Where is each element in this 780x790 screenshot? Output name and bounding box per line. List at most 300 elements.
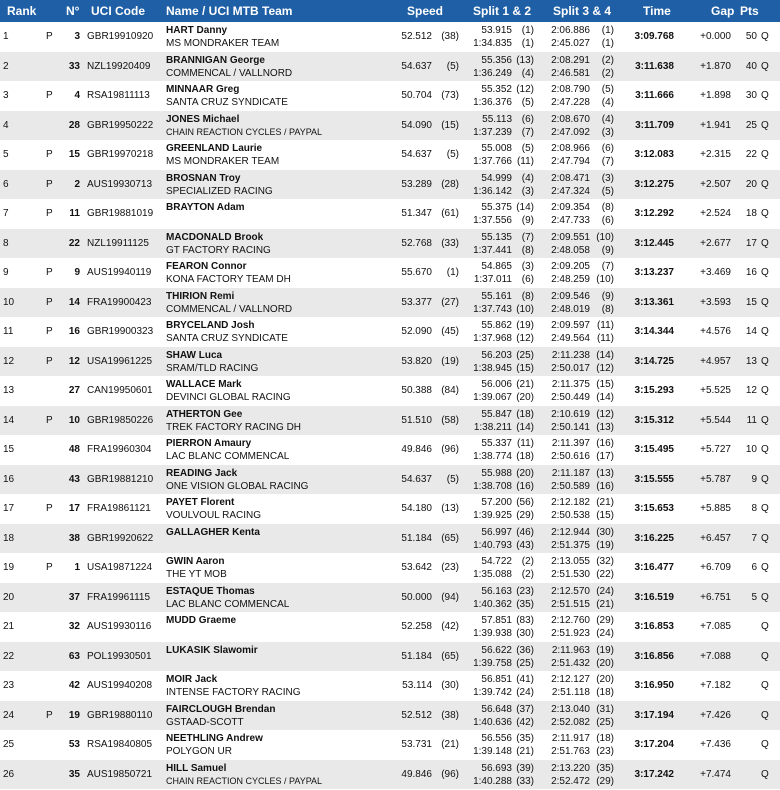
split3-time: 2:12.944 (551, 526, 590, 538)
points-value: 9 (751, 473, 757, 485)
rank-cell: 14 (3, 414, 15, 426)
split2-time: 1:36.376 (473, 97, 512, 108)
uci-code: AUS19930713 (87, 178, 153, 190)
split1-rank: (25) (516, 349, 534, 361)
split4-time: 2:47.092 (551, 126, 590, 138)
split2-rank: (42) (516, 716, 534, 728)
split2-time: 1:39.067 (473, 392, 512, 403)
speed-rank: (84) (441, 385, 459, 396)
rider-name: ATHERTON Gee (166, 408, 243, 420)
split4-rank: (20) (596, 657, 614, 669)
gap-value: +0.000 (700, 31, 731, 42)
split2-time: 1:36.142 (473, 185, 512, 197)
finish-time: 3:17.204 (634, 739, 674, 750)
pole-cell: P (46, 149, 53, 160)
rank-cell: 3 (3, 90, 9, 101)
split1-rank: (13) (516, 54, 534, 66)
points-value: 12 (745, 385, 757, 396)
bib-number: 15 (68, 149, 80, 160)
split1-time: 55.352 (481, 84, 512, 95)
uci-code: USA19871224 (87, 562, 153, 573)
split4-rank: (1) (601, 38, 614, 49)
table-row (0, 524, 780, 554)
split1-time: 57.200 (481, 497, 512, 508)
rank-cell: 11 (3, 326, 14, 337)
pole-cell: P (46, 414, 53, 426)
team-name: POLYGON UR (166, 746, 232, 757)
split4-rank: (2) (601, 67, 614, 79)
table-row (0, 760, 780, 790)
split4-time: 2:51.432 (551, 657, 590, 669)
table-row (0, 553, 780, 583)
qualified-mark: Q (761, 473, 769, 485)
points-value: 50 (745, 31, 757, 42)
split4-rank: (18) (596, 687, 614, 698)
gap-value: +1.898 (700, 90, 731, 101)
split2-time: 1:39.758 (473, 657, 512, 669)
split1-time: 56.203 (481, 349, 512, 361)
gap-value: +2.524 (700, 208, 731, 219)
qualified-mark: Q (761, 385, 769, 396)
rider-name: MACDONALD Brook (166, 231, 264, 243)
split4-rank: (9) (601, 244, 614, 256)
split1-time: 56.556 (481, 733, 512, 744)
split2-time: 1:40.793 (473, 539, 512, 551)
split1-time: 56.851 (481, 674, 512, 685)
split3-time: 2:06.886 (551, 25, 590, 36)
team-name: COMMENCAL / VALLNORD (166, 303, 293, 315)
team-name: DEVINCI GLOBAL RACING (166, 392, 291, 403)
split2-rank: (43) (516, 539, 534, 551)
finish-time: 3:16.519 (634, 591, 674, 603)
split3-rank: (2) (601, 54, 614, 66)
gap-value: +7.182 (700, 680, 731, 691)
finish-time: 3:17.242 (634, 768, 674, 780)
split3-rank: (32) (596, 556, 614, 567)
split4-time: 2:50.589 (551, 480, 590, 492)
team-name: INTENSE FACTORY RACING (166, 687, 301, 698)
gap-value: +7.088 (700, 650, 731, 662)
table-row (0, 199, 780, 229)
table-row (0, 435, 780, 465)
split4-rank: (7) (601, 156, 614, 167)
rider-name: MINNAAR Greg (166, 84, 240, 95)
speed-value: 52.512 (401, 709, 432, 721)
speed-value: 51.184 (401, 650, 432, 662)
split3-time: 2:11.375 (551, 379, 590, 390)
split4-rank: (23) (596, 746, 614, 757)
finish-time: 3:15.312 (634, 414, 674, 426)
split3-time: 2:12.182 (551, 497, 590, 508)
split2-time: 1:39.925 (473, 510, 512, 521)
split3-time: 2:10.619 (551, 408, 590, 420)
rider-name: SHAW Luca (166, 349, 223, 361)
split3-time: 2:13.220 (551, 762, 590, 774)
bib-number: 19 (68, 709, 80, 721)
header-split12: Split 1 & 2 (473, 4, 532, 18)
split3-rank: (18) (596, 733, 614, 744)
split3-rank: (10) (596, 231, 614, 243)
split4-time: 2:45.027 (551, 38, 590, 49)
qualified-mark: Q (761, 208, 769, 219)
bib-number: 14 (68, 296, 80, 308)
split4-time: 2:50.141 (551, 421, 590, 433)
rank-cell: 6 (3, 178, 9, 190)
split4-time: 2:52.472 (551, 775, 590, 787)
split1-time: 55.337 (481, 438, 512, 449)
split4-rank: (6) (601, 215, 614, 226)
rider-name: ESTAQUE Thomas (166, 585, 255, 597)
points-value: 22 (745, 149, 757, 160)
uci-code: GBR19970218 (87, 149, 154, 160)
uci-code: AUS19940208 (87, 680, 153, 691)
split4-time: 2:48.259 (551, 274, 590, 285)
split4-time: 2:51.515 (551, 598, 590, 610)
uci-code: FRA19900423 (87, 296, 152, 308)
split4-time: 2:47.228 (551, 97, 590, 108)
split1-time: 57.851 (481, 615, 512, 626)
pole-cell: P (46, 562, 53, 573)
uci-code: AUS19850721 (87, 768, 153, 780)
bib-number: 35 (68, 768, 80, 780)
gap-value: +4.957 (700, 355, 731, 367)
points-value: 13 (745, 355, 757, 367)
split3-time: 2:12.760 (551, 615, 590, 626)
qualified-mark: Q (761, 149, 769, 160)
split1-time: 55.161 (481, 290, 512, 302)
header-pts: Pts (740, 4, 759, 18)
team-name: CHAIN REACTION CYCLES / PAYPAL (166, 775, 323, 786)
split3-rank: (13) (596, 467, 614, 479)
split1-time: 56.163 (481, 585, 512, 597)
split3-rank: (19) (596, 644, 614, 656)
split1-time: 56.006 (481, 379, 512, 390)
split2-rank: (18) (516, 451, 534, 462)
points-value: 6 (751, 562, 757, 573)
rank-cell: 18 (3, 532, 15, 544)
split2-rank: (30) (516, 628, 534, 639)
split4-rank: (10) (596, 274, 614, 285)
qualified-mark: Q (761, 31, 769, 42)
split2-rank: (24) (516, 687, 534, 698)
uci-code: USA19961225 (87, 355, 153, 367)
rider-name: HART Danny (166, 25, 228, 36)
qualified-mark: Q (761, 768, 769, 780)
split1-rank: (7) (521, 231, 534, 243)
split2-rank: (3) (521, 185, 534, 197)
qualified-mark: Q (761, 709, 769, 721)
split1-time: 55.847 (481, 408, 512, 420)
split2-rank: (1) (521, 38, 534, 49)
speed-rank: (45) (441, 326, 459, 337)
team-name: MS MONDRAKER TEAM (166, 156, 280, 167)
split1-rank: (39) (516, 762, 534, 774)
split3-time: 2:08.670 (551, 113, 590, 125)
split1-time: 55.375 (481, 202, 512, 213)
split3-time: 2:13.040 (551, 703, 590, 715)
points-value: 5 (751, 591, 757, 603)
rank-cell: 24 (3, 709, 15, 721)
points-value: 30 (745, 90, 757, 101)
bib-number: 2 (74, 178, 80, 190)
split1-time: 56.648 (481, 703, 512, 715)
rank-cell: 12 (3, 355, 15, 367)
bib-number: 42 (68, 680, 80, 691)
finish-time: 3:11.638 (635, 60, 674, 72)
split3-rank: (3) (601, 172, 614, 184)
rider-name: MUDD Graeme (166, 615, 237, 626)
qualified-mark: Q (761, 119, 769, 131)
finish-time: 3:17.194 (634, 709, 674, 721)
rank-cell: 9 (3, 267, 9, 278)
split1-rank: (14) (516, 202, 534, 213)
split2-time: 1:37.556 (473, 215, 512, 226)
speed-rank: (38) (441, 31, 459, 42)
split2-time: 1:34.835 (473, 38, 512, 49)
header-time: Time (643, 4, 671, 18)
gap-value: +2.507 (700, 178, 731, 190)
split1-rank: (37) (516, 703, 534, 715)
speed-rank: (38) (441, 709, 459, 721)
speed-value: 52.258 (401, 621, 432, 632)
split4-time: 2:50.538 (551, 510, 590, 521)
gap-value: +7.426 (700, 709, 731, 721)
rank-cell: 2 (3, 60, 9, 72)
points-value: 25 (745, 119, 757, 131)
rider-name: GALLAGHER Kenta (166, 526, 260, 538)
gap-value: +7.085 (700, 621, 731, 632)
speed-value: 51.347 (401, 208, 432, 219)
qualified-mark: Q (761, 178, 769, 190)
finish-time: 3:15.293 (634, 385, 674, 396)
speed-rank: (19) (441, 355, 459, 367)
split1-rank: (5) (521, 143, 534, 154)
split4-time: 2:51.923 (551, 628, 590, 639)
split2-rank: (35) (516, 598, 534, 610)
team-name: VOULVOUL RACING (166, 510, 262, 521)
split2-rank: (2) (521, 569, 534, 580)
split4-rank: (8) (601, 303, 614, 315)
split3-rank: (20) (596, 674, 614, 685)
rider-name: FAIRCLOUGH Brendan (166, 703, 276, 715)
split3-time: 2:09.354 (551, 202, 590, 213)
split1-rank: (18) (516, 408, 534, 420)
split3-rank: (4) (601, 113, 614, 125)
bib-number: 11 (69, 208, 80, 219)
split3-time: 2:11.238 (551, 349, 590, 361)
split1-time: 55.356 (481, 54, 512, 66)
bib-number: 43 (68, 473, 80, 485)
rank-cell: 26 (3, 768, 15, 780)
finish-time: 3:14.725 (634, 355, 674, 367)
rank-cell: 25 (3, 739, 15, 750)
rank-cell: 4 (3, 119, 9, 131)
split1-rank: (2) (521, 556, 534, 567)
speed-value: 53.377 (401, 296, 432, 308)
split2-time: 1:37.968 (473, 333, 512, 344)
split4-rank: (11) (596, 333, 614, 344)
gap-value: +1.941 (700, 119, 731, 131)
bib-number: 12 (68, 355, 80, 367)
split4-time: 2:51.375 (551, 539, 590, 551)
finish-time: 3:15.653 (634, 503, 674, 514)
split4-rank: (14) (596, 392, 614, 403)
table-row (0, 612, 780, 642)
bib-number: 38 (68, 532, 80, 544)
qualified-mark: Q (761, 503, 769, 514)
team-name: MS MONDRAKER TEAM (166, 38, 280, 49)
split4-rank: (5) (601, 185, 614, 197)
split2-rank: (15) (516, 362, 534, 374)
points-value: 16 (745, 267, 757, 278)
rank-cell: 10 (3, 296, 15, 308)
speed-rank: (1) (446, 267, 459, 278)
speed-value: 51.184 (401, 532, 432, 544)
split1-rank: (56) (516, 497, 534, 508)
points-value: 17 (745, 237, 757, 249)
table-row (0, 376, 780, 406)
split1-time: 55.135 (481, 231, 512, 243)
finish-time: 3:11.709 (635, 119, 674, 131)
bib-number: 1 (74, 562, 80, 573)
split2-time: 1:39.938 (473, 628, 512, 639)
qualified-mark: Q (761, 591, 769, 603)
table-row (0, 22, 780, 52)
rank-cell: 16 (3, 473, 15, 485)
speed-rank: (94) (441, 591, 459, 603)
split2-rank: (7) (521, 126, 534, 138)
split3-rank: (6) (601, 143, 614, 154)
speed-value: 52.090 (401, 326, 432, 337)
split2-rank: (29) (516, 510, 534, 521)
split2-time: 1:39.148 (473, 746, 512, 757)
split3-time: 2:12.127 (551, 674, 590, 685)
uci-code: FRA19861121 (87, 503, 151, 514)
split4-rank: (22) (596, 569, 614, 580)
bib-number: 10 (68, 414, 80, 426)
uci-code: GBR19881019 (87, 208, 154, 219)
gap-value: +7.436 (700, 739, 731, 750)
split2-time: 1:40.288 (473, 775, 512, 787)
rider-name: JONES Michael (166, 113, 240, 125)
qualified-mark: Q (761, 532, 769, 544)
results-table (0, 22, 780, 789)
split3-rank: (15) (596, 379, 614, 390)
split2-time: 1:38.708 (473, 480, 512, 492)
rider-name: MOIR Jack (166, 674, 218, 685)
points-value: 18 (745, 208, 757, 219)
speed-rank: (21) (441, 739, 459, 750)
qualified-mark: Q (761, 562, 769, 573)
split4-time: 2:50.017 (551, 362, 590, 374)
finish-time: 3:12.083 (634, 149, 674, 160)
rider-name: NEETHLING Andrew (166, 733, 263, 744)
table-row (0, 317, 780, 347)
gap-value: +5.885 (700, 503, 731, 514)
split1-rank: (20) (516, 467, 534, 479)
split4-rank: (15) (596, 510, 614, 521)
finish-time: 3:13.237 (634, 267, 674, 278)
finish-time: 3:16.225 (634, 532, 674, 544)
table-row (0, 81, 780, 111)
points-value: 15 (745, 296, 757, 308)
uci-code: POL19930501 (87, 650, 152, 662)
table-header (0, 0, 780, 22)
qualified-mark: Q (761, 60, 769, 72)
rider-name: FEARON Connor (166, 261, 247, 272)
split3-time: 2:09.597 (551, 320, 590, 331)
split4-rank: (13) (596, 421, 614, 433)
gap-value: +5.727 (700, 444, 731, 455)
split2-time: 1:38.211 (473, 421, 512, 433)
finish-time: 3:16.856 (634, 650, 674, 662)
gap-value: +6.709 (700, 562, 731, 573)
split4-time: 2:47.733 (551, 215, 590, 226)
team-name: ONE VISION GLOBAL RACING (166, 480, 309, 492)
speed-rank: (65) (441, 532, 459, 544)
points-value: 14 (745, 326, 757, 337)
split3-time: 2:08.291 (551, 54, 590, 66)
split1-time: 55.113 (482, 113, 512, 125)
split4-rank: (21) (596, 598, 614, 610)
speed-value: 51.510 (401, 414, 432, 426)
split3-rank: (30) (596, 526, 614, 538)
split3-time: 2:11.187 (551, 467, 590, 479)
uci-code: RSA19840805 (87, 739, 153, 750)
speed-value: 53.289 (401, 178, 432, 190)
bib-number: 63 (68, 650, 80, 662)
split2-time: 1:40.636 (473, 716, 512, 728)
team-name: LAC BLANC COMMENCAL (166, 598, 290, 610)
speed-rank: (5) (446, 60, 459, 72)
speed-value: 52.768 (401, 237, 432, 249)
uci-code: GBR19950222 (87, 119, 154, 131)
qualified-mark: Q (761, 414, 769, 426)
speed-value: 54.637 (401, 149, 432, 160)
speed-value: 54.637 (401, 60, 432, 72)
uci-code: GBR19910920 (87, 31, 154, 42)
gap-value: +3.469 (700, 267, 731, 278)
gap-value: +2.315 (700, 149, 731, 160)
gap-value: +6.457 (700, 532, 731, 544)
split4-rank: (19) (596, 539, 614, 551)
split1-time: 54.722 (481, 556, 512, 567)
split2-rank: (8) (521, 244, 534, 256)
split3-rank: (35) (596, 762, 614, 774)
team-name: KONA FACTORY TEAM DH (166, 274, 291, 285)
pole-cell: P (46, 503, 53, 514)
header-split34: Split 3 & 4 (553, 4, 612, 18)
split2-rank: (25) (516, 657, 534, 669)
finish-time: 3:16.477 (634, 562, 674, 573)
speed-rank: (96) (441, 768, 459, 780)
speed-rank: (65) (441, 650, 459, 662)
uci-code: AUS19940119 (87, 267, 152, 278)
speed-rank: (5) (446, 149, 459, 160)
speed-rank: (15) (441, 119, 459, 131)
pole-cell: P (46, 267, 53, 278)
split1-rank: (3) (521, 261, 534, 272)
split3-time: 2:08.790 (551, 84, 590, 95)
gap-value: +7.474 (700, 768, 731, 780)
split2-rank: (20) (516, 392, 534, 403)
split4-time: 2:51.118 (551, 687, 590, 698)
rider-name: HILL Samuel (166, 762, 227, 774)
rider-name: LUKASIK Slawomir (166, 644, 258, 656)
bib-number: 27 (68, 385, 80, 396)
uci-code: RSA19811113 (87, 90, 150, 101)
split3-time: 2:12.570 (551, 585, 590, 597)
